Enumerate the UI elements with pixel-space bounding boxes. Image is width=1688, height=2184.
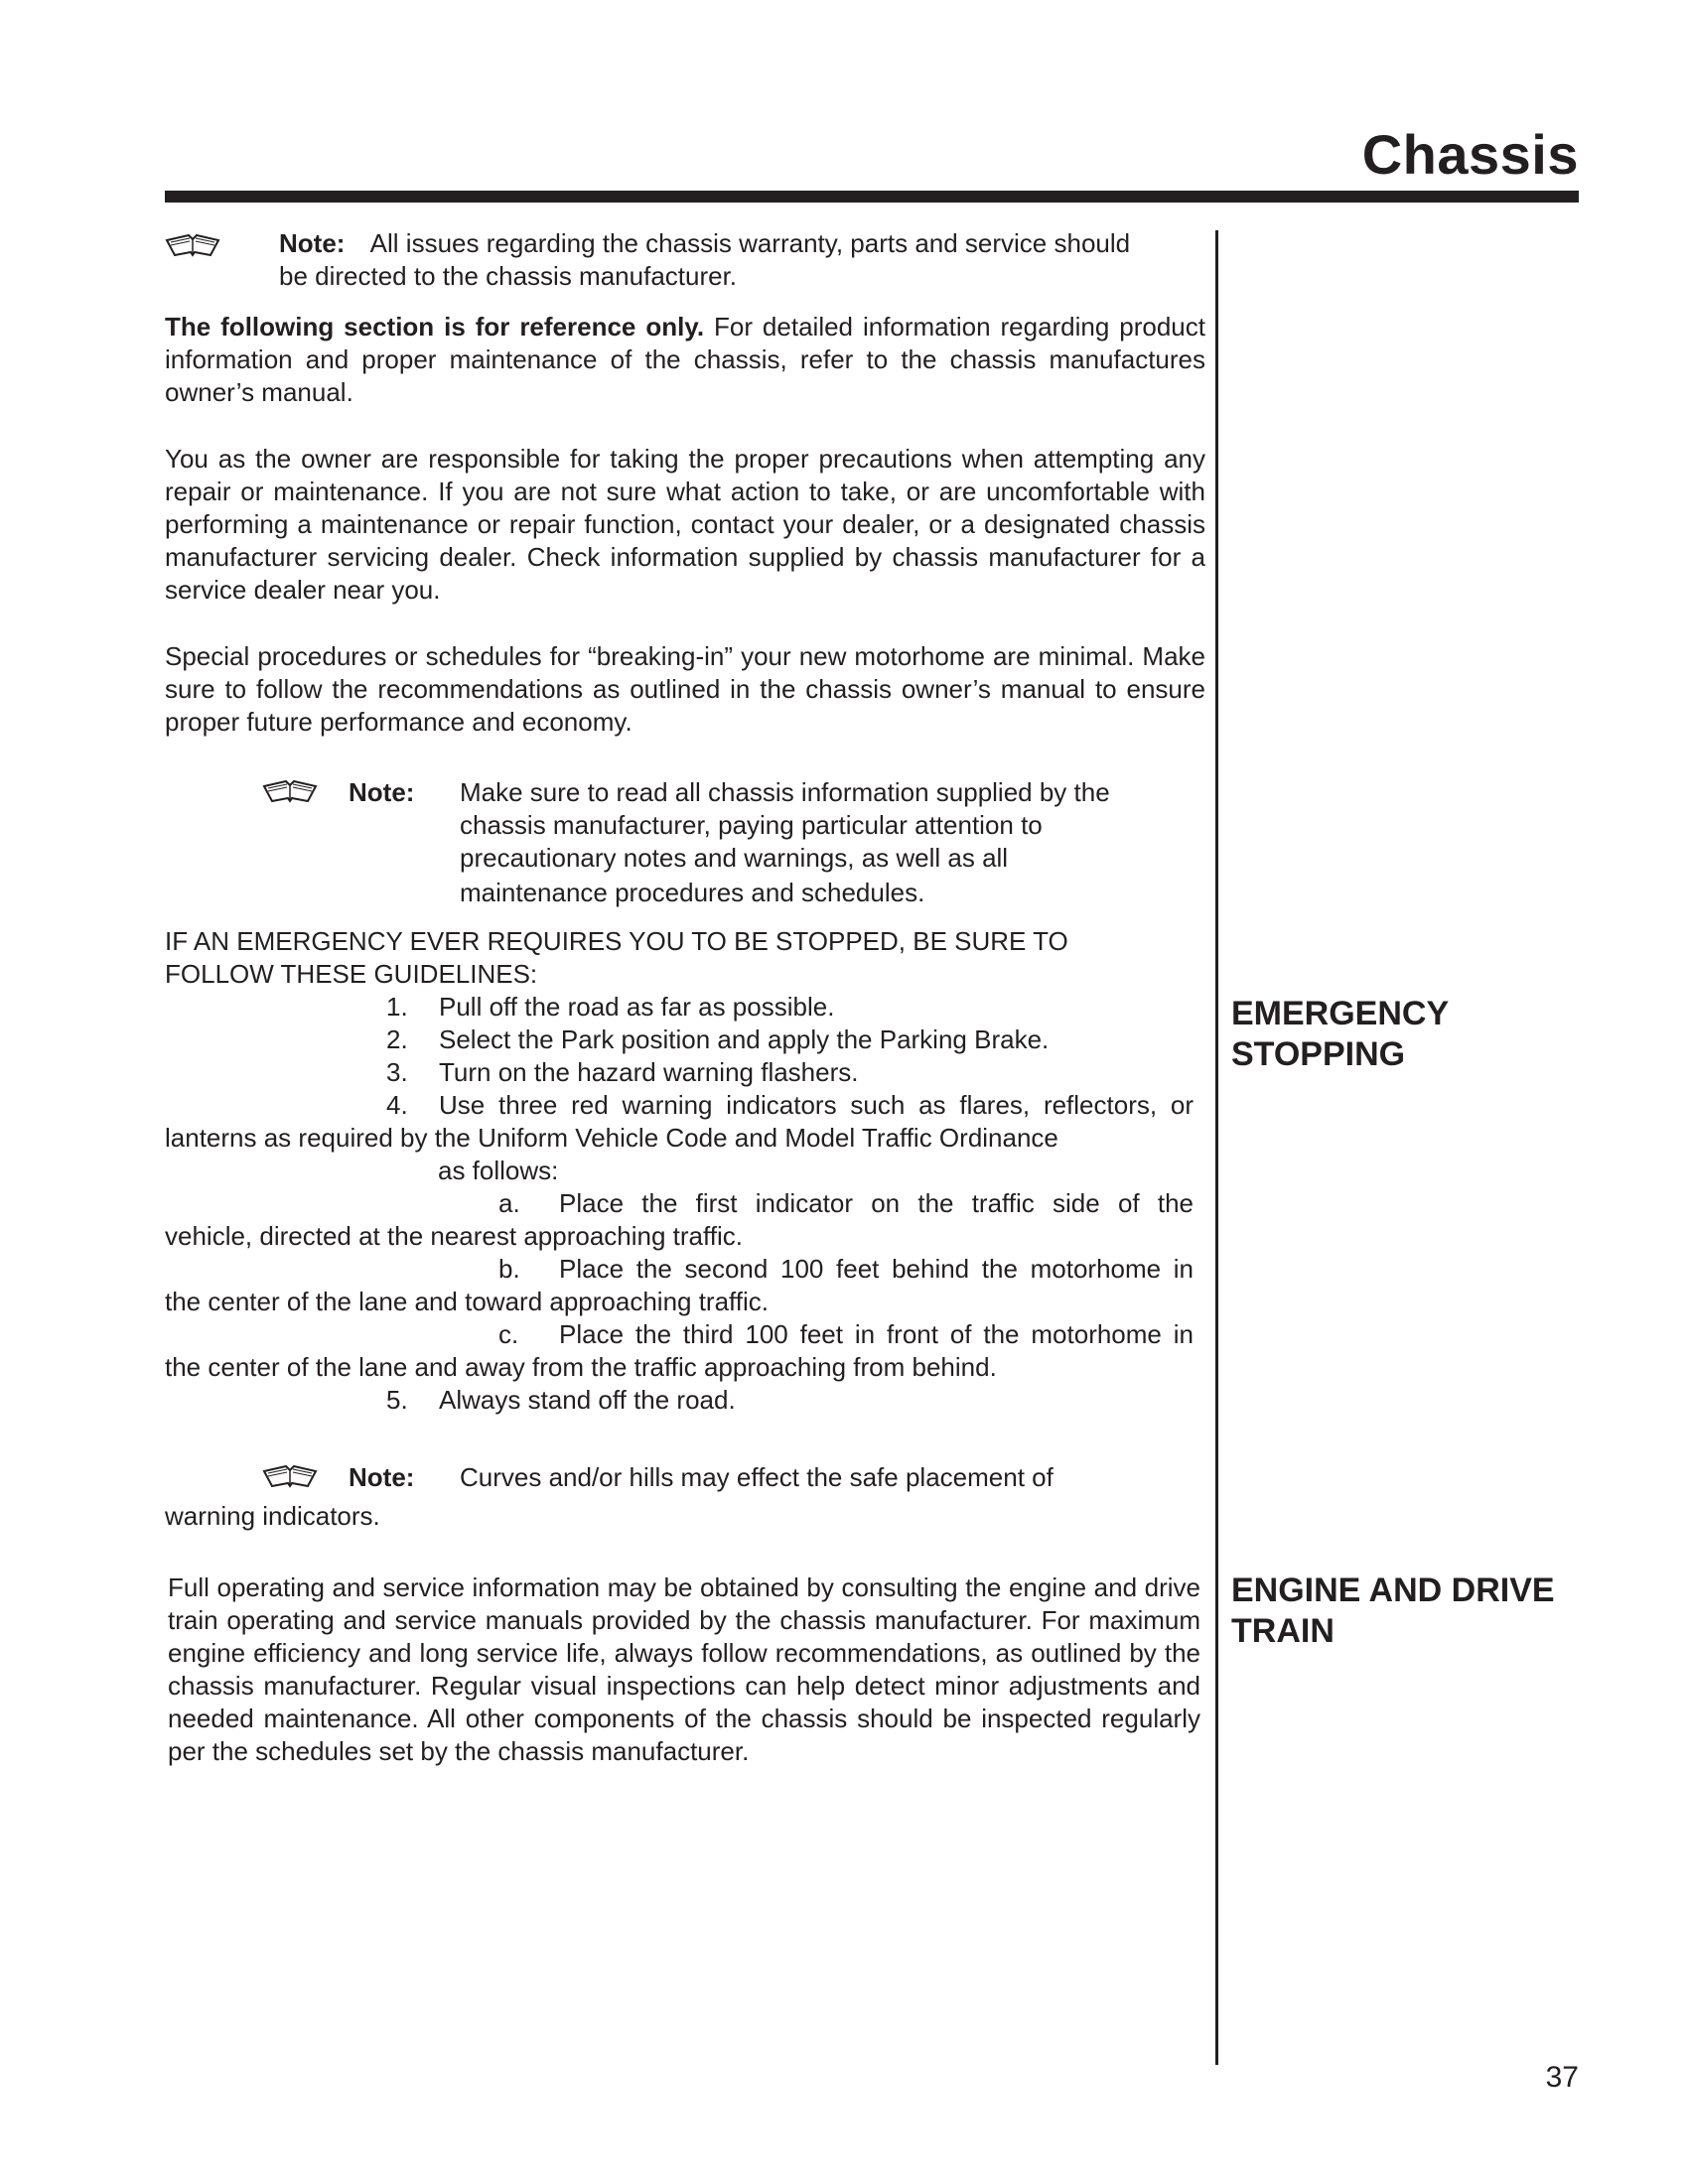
step-text: Use three red warning indicators such as flares, reflectors, or — [439, 1090, 1194, 1120]
step-text: as follows: — [438, 1156, 559, 1185]
step-number: 1. — [386, 992, 408, 1022]
step-number: 5. — [386, 1385, 408, 1415]
step-number: 3. — [386, 1057, 408, 1087]
open-book-icon — [260, 1461, 320, 1491]
sidebar-heading-emergency-stopping — [1231, 994, 1449, 1075]
header-rule — [165, 191, 1579, 203]
note-text: chassis manufacturer, paying particular attention to — [460, 810, 1043, 840]
sidebar-heading-engine-drive-train — [1231, 1570, 1555, 1652]
step-number: 4. — [386, 1090, 408, 1120]
substep-letter: a. — [498, 1188, 520, 1218]
engine-paragraph: Full operating and service information may be obtained by consulting the engine and drive train operating and service manuals provided by the chassis manufacturer. For maximum engine efficiency and long service life, always follow recommendations, as outlined by the chassis manufacturer. Regular visual inspections can help detect minor adjustments and needed maintenance. All other components of the chassis should be inspected regularly per the schedules set by the chassis manufacturer. — [168, 1572, 1200, 1766]
substep-text: Place the third 100 feet in front of the motorhome in — [559, 1319, 1194, 1349]
substep-letter: b. — [498, 1254, 520, 1284]
page-number: 37 — [1545, 2061, 1579, 2094]
sidebar-heading-line: EMERGENCY — [1231, 995, 1450, 1032]
substep-text: the center of the lane and away from the traffic approaching from behind. — [165, 1352, 997, 1382]
substep-text: vehicle, directed at the nearest approaching traffic. — [165, 1221, 743, 1251]
note-text: Curves and/or hills may effect the safe placement of — [460, 1462, 1054, 1492]
step-text: Turn on the hazard warning flashers. — [439, 1057, 859, 1087]
emergency-intro-line: IF AN EMERGENCY EVER REQUIRES YOU TO BE STOPPED, BE SURE TO — [165, 926, 1068, 956]
step-text: Select the Park position and apply the Parking Brake. — [439, 1024, 1050, 1054]
break-in-paragraph: Special procedures or schedules for “breaking-in” your new motorhome are minimal. Make sure to follow the recommendations as outlined in the chassis owner’s manual to ensure proper future performance and economy. — [165, 641, 1205, 737]
note-1 — [279, 227, 1202, 293]
note-label: Note: — [279, 228, 346, 258]
note-text: maintenance procedures and schedules. — [460, 878, 925, 907]
open-book-icon — [163, 230, 222, 260]
substep-letter: c. — [498, 1319, 519, 1349]
note-label: Note: — [349, 777, 415, 807]
step-number: 2. — [386, 1024, 408, 1054]
substep-text: Place the second 100 feet behind the motorhome in — [559, 1254, 1194, 1284]
column-divider — [1215, 230, 1218, 2065]
substep-text: the center of the lane and toward approaching traffic. — [165, 1287, 770, 1316]
note-text: All issues regarding the chassis warranty, parts and service should — [369, 228, 1131, 258]
reference-bold: The following section is for reference only. — [165, 312, 705, 341]
emergency-intro-line: FOLLOW THESE GUIDELINES: — [165, 959, 538, 989]
sidebar-heading-line: ENGINE AND DRIVE — [1231, 1571, 1555, 1609]
note-text: warning indicators. — [165, 1501, 380, 1531]
note-2 — [460, 776, 1195, 909]
page-title: Chassis — [1361, 123, 1579, 186]
sidebar-heading-line: STOPPING — [1231, 1035, 1406, 1073]
step-text: lanterns as required by the Uniform Vehicle Code and Model Traffic Ordinance — [165, 1123, 1058, 1153]
note-text: precautionary notes and warnings, as well as all — [460, 843, 1009, 873]
note-text: Make sure to read all chassis information supplied by the — [460, 777, 1110, 807]
sidebar-heading-line: TRAIN — [1231, 1612, 1335, 1650]
reference-text: For detailed information regarding product information and proper maintenance of the chassis, refer to the chassis manufactures owner’s manual. — [165, 312, 1205, 407]
reference-paragraph — [165, 311, 1205, 409]
emergency-intro — [165, 925, 1217, 991]
owner-responsibility-paragraph: You as the owner are responsible for taking the proper precautions when attempting any repair or maintenance. If you are not sure what action to take, or are uncomfortable with performing a maintenance or repair function, contact your dealer, or a designated chassis manufacturer servicing dealer. Check information supplied by chassis manufacturer for a service dealer near you. — [165, 444, 1205, 605]
note-label: Note: — [349, 1462, 415, 1492]
step-text: Pull off the road as far as possible. — [439, 992, 835, 1022]
note-text: be directed to the chassis manufacturer. — [279, 261, 738, 291]
step-text: Always stand off the road. — [439, 1385, 736, 1415]
open-book-icon — [260, 776, 320, 806]
substep-text: Place the first indicator on the traffic side of the — [559, 1188, 1194, 1218]
